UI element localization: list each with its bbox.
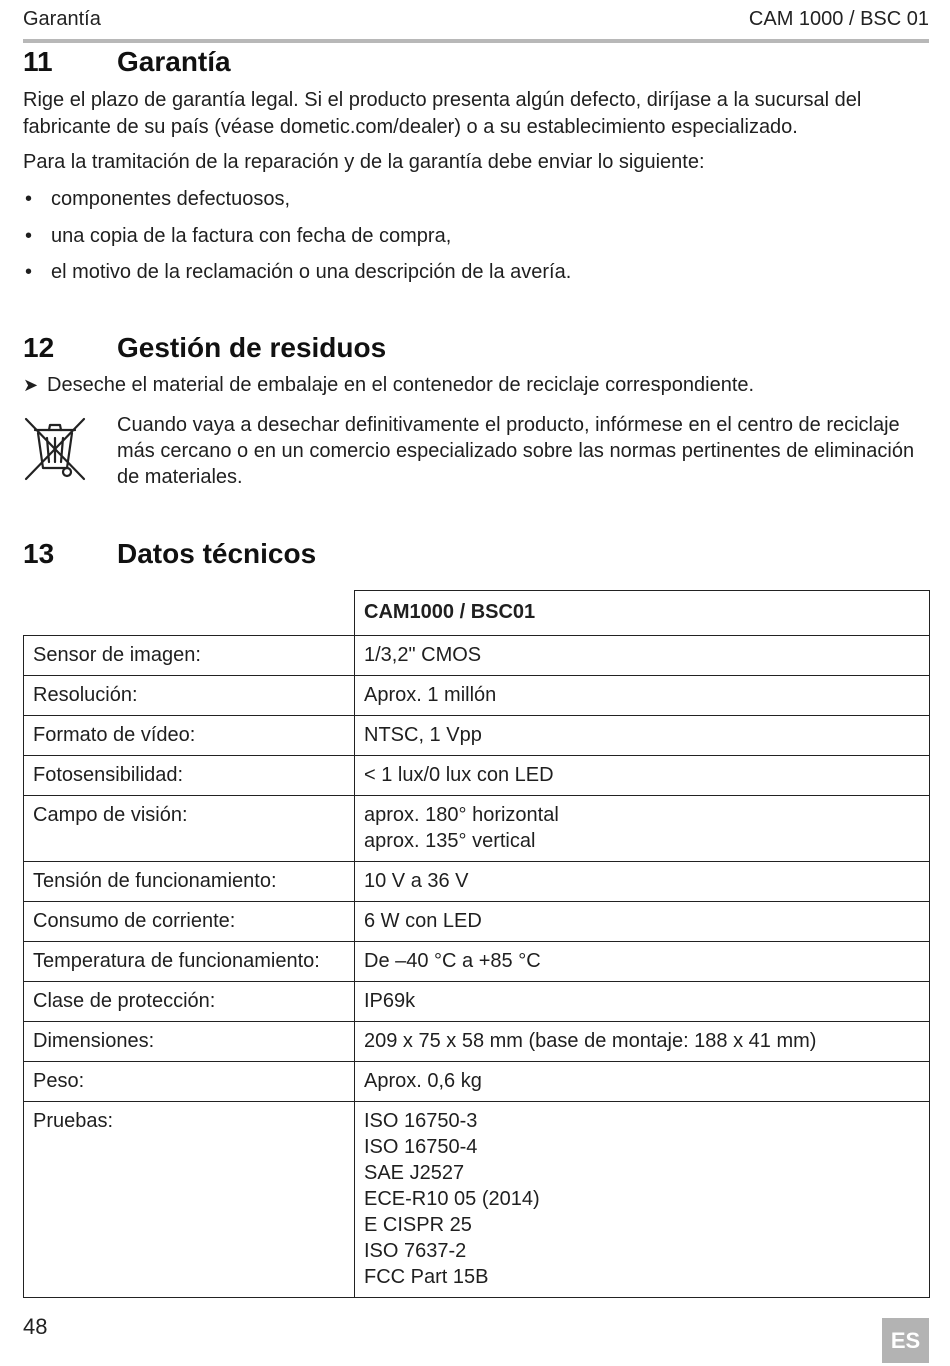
table-column-header: CAM1000 / BSC01 [355, 591, 930, 636]
technical-data-table [23, 590, 930, 1298]
spec-value-line: 10 V a 36 V [364, 870, 469, 892]
spec-value-line: ISO 16750-3 [364, 1110, 478, 1132]
section-title: Datos técnicos [117, 538, 317, 569]
spec-value-line: ECE-R10 05 (2014) [364, 1188, 540, 1210]
action-arrow-icon: ➤ [23, 375, 39, 395]
spec-value [355, 982, 930, 1022]
action-text: Deseche el material de embalaje en el contenedor de reciclaje correspondiente. [47, 374, 755, 396]
spec-value [355, 1022, 930, 1062]
section-title: Garantía [117, 46, 231, 77]
spec-value-line: Aprox. 1 millón [364, 684, 497, 706]
header-model-name: CAM 1000 / BSC 01 [748, 8, 929, 30]
spec-value [355, 636, 930, 676]
table-row [24, 902, 930, 942]
spec-label: Fotosensibilidad: [24, 756, 355, 796]
header-section-name: Garantía [23, 8, 101, 30]
bullet-icon: • [25, 188, 33, 210]
running-header [23, 8, 929, 38]
spec-value-line: aprox. 180° horizontal [364, 804, 559, 826]
disposal-note: Cuando vaya a desechar definitivamente el producto, infórmese en el centro de reciclaje más cercano o en un comercio especializado sobre las normas pertinentes de eliminación de materiales. [117, 414, 915, 488]
spec-value [355, 756, 930, 796]
spec-label: Campo de visión: [24, 796, 355, 862]
section-title: Gestión de residuos [117, 332, 387, 363]
spec-label: Peso: [24, 1062, 355, 1102]
spec-value-line: SAE J2527 [364, 1162, 465, 1184]
spec-value [355, 716, 930, 756]
spec-label: Tensión de funcionamiento: [24, 862, 355, 902]
table-row [24, 1022, 930, 1062]
spec-value [355, 862, 930, 902]
list-item-text: una copia de la factura con fecha de compra, [51, 225, 452, 247]
spec-label: Dimensiones: [24, 1022, 355, 1062]
table-row [24, 796, 930, 862]
warranty-send-paragraph: Para la tramitación de la reparación y de la garantía debe enviar lo siguiente: [23, 151, 705, 173]
spec-value [355, 902, 930, 942]
spec-label: Formato de vídeo: [24, 716, 355, 756]
list-item-text: el motivo de la reclamación o una descripción de la avería. [51, 261, 572, 283]
bullet-icon: • [25, 261, 33, 283]
spec-value-line: 209 x 75 x 58 mm (base de montaje: 188 x 41 mm) [364, 1030, 817, 1052]
spec-label: Consumo de corriente: [24, 902, 355, 942]
spec-label: Resolución: [24, 676, 355, 716]
section-number: 11 [23, 46, 53, 77]
warranty-paragraph: Rige el plazo de garantía legal. Si el producto presenta algún defecto, diríjase a la sucursal del fabricante de su país (véase dometic.com/dealer) o a su establecimiento especializado. [23, 89, 862, 138]
list-item-text: componentes defectuosos, [51, 188, 291, 210]
spec-label: Pruebas: [24, 1102, 355, 1298]
spec-label: Temperatura de funcionamiento: [24, 942, 355, 982]
section-number: 13 [23, 538, 55, 569]
bullet-icon: • [25, 225, 33, 247]
spec-label: Sensor de imagen: [24, 636, 355, 676]
table-corner-cell [24, 591, 355, 636]
header-rule [23, 39, 929, 43]
spec-value-line: ISO 16750-4 [364, 1136, 478, 1158]
table-row [24, 862, 930, 902]
spec-value-line: Aprox. 0,6 kg [364, 1070, 482, 1092]
crossed-out-wheelie-bin-icon [23, 416, 87, 482]
spec-value-line: IP69k [364, 990, 416, 1012]
table-row [24, 716, 930, 756]
spec-value-line: NTSC, 1 Vpp [364, 724, 482, 746]
table-row [24, 1062, 930, 1102]
table-row [24, 942, 930, 982]
spec-value [355, 796, 930, 862]
table-row [24, 982, 930, 1022]
spec-value [355, 676, 930, 716]
table-header-row [24, 591, 930, 636]
spec-value-line: FCC Part 15B [364, 1266, 489, 1288]
spec-value-line: < 1 lux/0 lux con LED [364, 764, 554, 786]
spec-value [355, 1062, 930, 1102]
page-number: 48 [23, 1314, 48, 1339]
table-row [24, 1102, 930, 1298]
language-badge: ES [882, 1318, 929, 1363]
spec-value-line: 6 W con LED [364, 910, 482, 932]
spec-value-line: E CISPR 25 [364, 1214, 472, 1236]
spec-value-line: aprox. 135° vertical [364, 830, 536, 852]
table-row [24, 636, 930, 676]
spec-value-line: De –40 °C a +85 °C [364, 950, 541, 972]
table-row [24, 676, 930, 716]
section-number: 12 [23, 332, 55, 363]
spec-value-line: 1/3,2" CMOS [364, 644, 482, 666]
disposal-action-step [23, 372, 754, 399]
manual-page [23, 0, 929, 1366]
spec-value [355, 1102, 930, 1298]
table-row [24, 756, 930, 796]
spec-label: Clase de protección: [24, 982, 355, 1022]
spec-value [355, 942, 930, 982]
spec-value-line: ISO 7637-2 [364, 1240, 467, 1262]
